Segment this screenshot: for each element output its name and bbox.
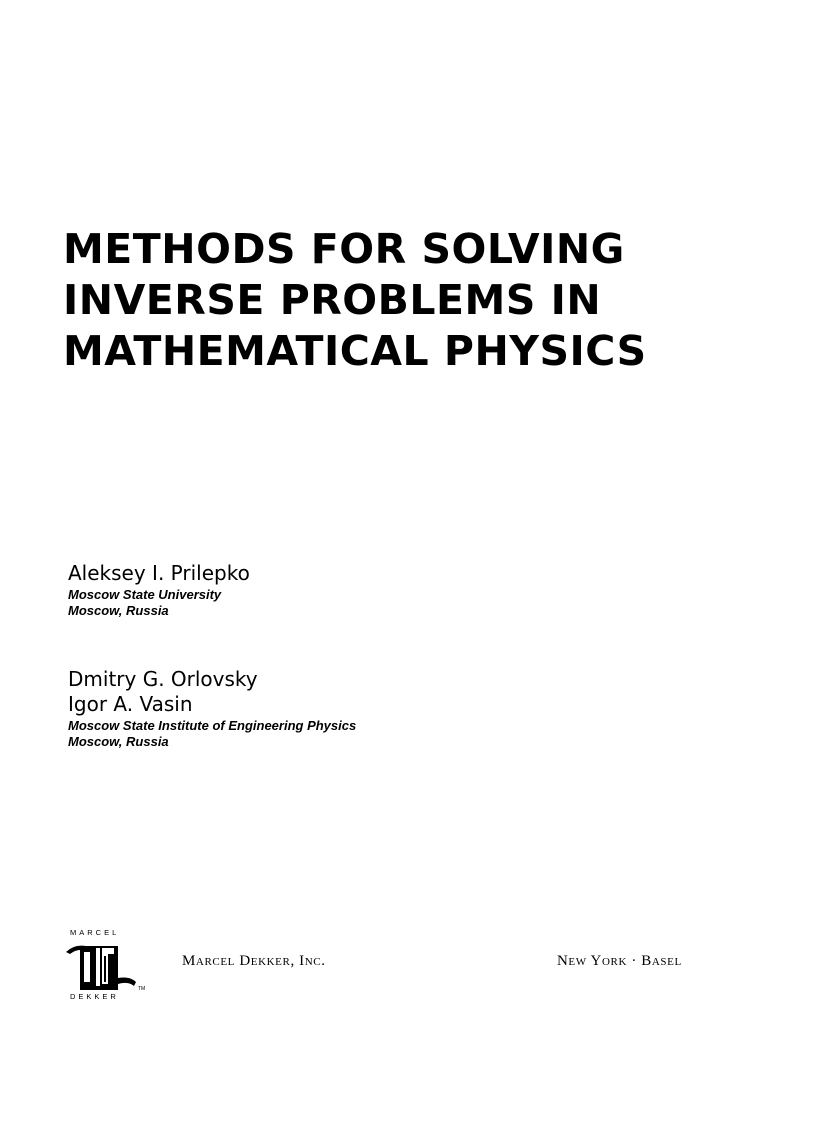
author-affiliation: Moscow State Institute of Engineering Physics bbox=[68, 718, 357, 733]
author-affiliation: Moscow, Russia bbox=[68, 734, 169, 749]
logo-tm: TM bbox=[138, 986, 146, 992]
publisher-logo bbox=[64, 928, 156, 1004]
author-name: Dmitry G. Orlovsky bbox=[68, 667, 258, 691]
publisher-name: Marcel Dekker, Inc. bbox=[182, 953, 326, 969]
marcel-dekker-logo-icon bbox=[64, 938, 156, 992]
book-title bbox=[63, 224, 647, 377]
logo-top-text: MARCEL bbox=[70, 928, 120, 937]
author-affiliation: Moscow State University bbox=[68, 587, 222, 602]
logo-bottom-text: DEKKER bbox=[70, 992, 119, 1001]
author-name: Aleksey I. Prilepko bbox=[68, 561, 250, 585]
title-line: MATHEMATICAL PHYSICS bbox=[63, 327, 647, 375]
author-name: Igor A. Vasin bbox=[68, 692, 193, 716]
title-line: METHODS FOR SOLVING bbox=[63, 225, 625, 273]
author-affiliation: Moscow, Russia bbox=[68, 603, 169, 618]
publisher-location: New York · Basel bbox=[557, 953, 682, 969]
title-line: INVERSE PROBLEMS IN bbox=[63, 276, 602, 324]
